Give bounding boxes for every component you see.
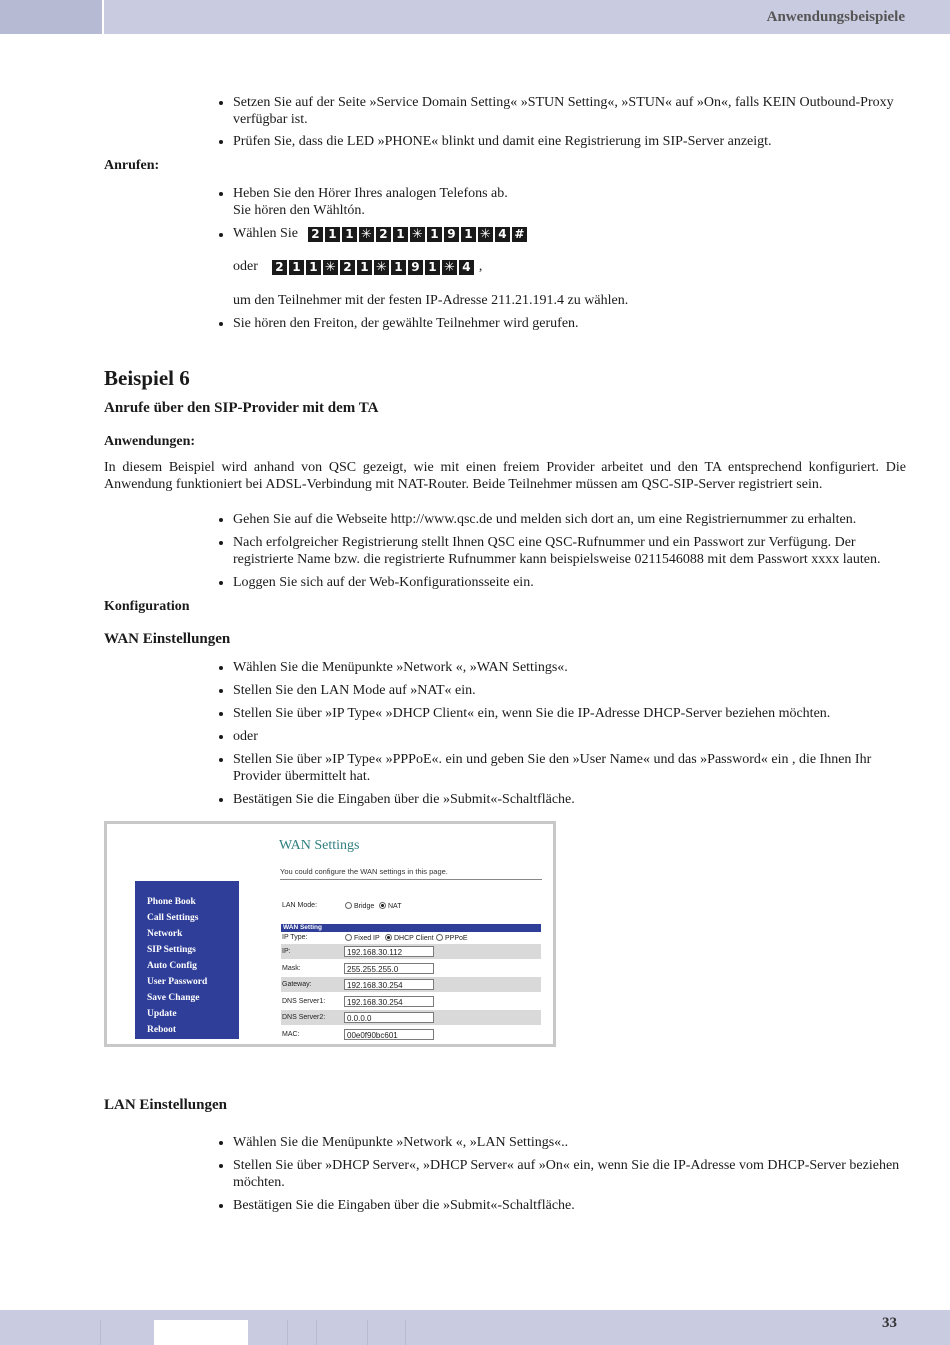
list-item: Heben Sie den Hörer Ihres analogen Telefons ab. [233,186,508,201]
dial-key: 9 [444,227,459,242]
dial-key: ✳ [323,260,338,275]
dial-key: 1 [306,260,321,275]
wan-settings-screenshot [104,821,556,1047]
list-item: Stellen Sie über »IP Type« »DHCP Client« ein, wenn Sie die IP-Adresse DHCP-Server beziehen möchten. [233,706,831,721]
list-item: Sie hören den Freiton, der gewählte Teilnehmer wird gerufen. [233,316,579,331]
menu-item-reboot[interactable]: Reboot [147,1025,177,1035]
ip-field[interactable]: 192.168.30.112 [344,946,434,957]
dns-server1-field[interactable]: 192.168.30.254 [344,996,434,1007]
radio-fixed-ip[interactable]: Fixed IP [345,934,380,942]
field-label-dns1: DNS Server1: [282,998,326,1005]
section-heading: Beispiel 6 [104,366,190,390]
section-label-anrufen: Anrufen: [104,158,160,173]
list-item: Setzen Sie auf der Seite »Service Domain Setting« »STUN Setting«, »STUN« auf »On«, falls KEIN Outbound-Proxy verfügbar ist. [233,94,903,128]
dial-key: 4 [495,227,510,242]
radio-nat[interactable]: NAT [379,902,401,910]
screenshot-sidebar-menu [135,881,239,1039]
menu-item-user-password[interactable]: User Password [147,977,208,987]
field-label-mac: MAC: [282,1031,300,1038]
dial-key: 1 [342,227,357,242]
dial-key: 2 [376,227,391,242]
radio-pppoe[interactable]: PPPoE [436,934,468,942]
menu-item-save-change[interactable]: Save Change [147,993,200,1003]
menu-item-call-settings[interactable]: Call Settings [147,913,199,923]
gateway-field[interactable]: 192.168.30.254 [344,979,434,990]
wan-heading: WAN Einstellungen [104,631,231,647]
dial-key: ✳ [374,260,389,275]
menu-item-network[interactable]: Network [147,929,183,939]
dial-key: 1 [357,260,372,275]
dial-key: 2 [308,227,323,242]
list-item: Stellen Sie den LAN Mode auf »NAT« ein. [233,683,476,698]
list-item: Bestätigen Sie die Eingaben über die »Submit«-Schaltfläche. [233,1198,575,1213]
mask-field[interactable]: 255.255.255.0 [344,963,434,974]
field-label-dns2: DNS Server2: [282,1014,326,1021]
wan-setting-section-bar: WAN Setting [281,924,541,932]
footer-divider [367,1320,368,1345]
menu-item-update[interactable]: Update [147,1009,177,1019]
dial-key: 1 [325,227,340,242]
dial-key: 1 [427,227,442,242]
menu-item-auto-config[interactable]: Auto Config [147,961,197,971]
dial-key: # [512,227,527,242]
footer-divider [405,1320,406,1345]
mac-field[interactable]: 00e0f90bc601 [344,1029,434,1040]
list-item: Stellen Sie über »DHCP Server«, »DHCP Server« auf »On« ein, wenn Sie die IP-Adresse vom DHCP-Server beziehen möchten. [233,1157,905,1191]
radio-dhcp-client[interactable]: DHCP Client [385,934,434,942]
dial-key: 1 [461,227,476,242]
dial-prefix: Wählen Sie [233,226,298,241]
dns-server2-field[interactable]: 0.0.0.0 [344,1012,434,1023]
dial-key: 2 [272,260,287,275]
list-item: Nach erfolgreicher Registrierung stellt Ihnen QSC eine QSC-Rufnummer und ein Passwort zur Verfügung. Der registrierte Name bzw. die registrierte Rufnummer kann beispielsweise 0211546088 mit dem Passwort xxxx lauten. [233,534,905,568]
menu-item-sip-settings[interactable]: SIP Settings [147,945,196,955]
dial-key: 1 [393,227,408,242]
dial-key: 2 [340,260,355,275]
page-number: 33 [882,1315,897,1331]
key-group [308,227,527,242]
header-accent-block [0,0,104,34]
list-item: Stellen Sie über »IP Type« »PPPoE«. ein und geben Sie den »User Name« und das »Password« ein , die Ihnen Ihr Provider übermittelt hat. [233,751,893,785]
footer-accent-block [154,1320,248,1345]
lan-heading: LAN Einstellungen [104,1097,227,1113]
dial-key: 9 [408,260,423,275]
intro-paragraph: In diesem Beispiel wird anhand von QSC gezeigt, wie mit einen freiem Provider arbeitet und den TA entsprechend konfiguriert. Die Anwendung funktioniert bei ADSL-Verbindung mit NAT-Router. Beide Teilnehmer müssen am QSC-SIP-Server registriert sein. [104,460,906,492]
anwendungen-label: Anwendungen: [104,434,196,449]
radio-bridge[interactable]: Bridge [345,902,374,910]
list-item: Gehen Sie auf die Webseite http://www.qsc.de und melden sich dort an, um eine Registriernummer zu erhalten. [233,512,857,527]
dial-sequence-2 [233,259,482,275]
konfiguration-label: Konfiguration [104,599,190,614]
list-item: Prüfen Sie, dass die LED »PHONE« blinkt und damit eine Registrierung im SIP-Server anzeigt. [233,134,772,149]
list-item: oder [233,729,258,744]
dial-key: 1 [391,260,406,275]
divider [280,879,542,880]
dial-suffix: , [478,259,483,274]
footer-divider [316,1320,317,1345]
dial-key: ✳ [410,227,425,242]
dial-key: ✳ [478,227,493,242]
footer-divider [287,1320,288,1345]
footer-bar [0,1310,950,1345]
section-subheading: Anrufe über den SIP-Provider mit dem TA [104,400,379,416]
list-item-continuation: Sie hören den Wähltón. [233,203,365,218]
dial-key: 1 [425,260,440,275]
field-label-gateway: Gateway: [282,981,312,988]
dial-key: 4 [459,260,474,275]
key-group [272,260,474,275]
list-item: Bestätigen Sie die Eingaben über die »Submit«-Schaltfläche. [233,792,575,807]
list-item: Loggen Sie sich auf der Web-Konfigurationsseite ein. [233,575,534,590]
field-label-ip: IP: [282,948,291,955]
list-item: Wählen Sie die Menüpunkte »Network «, »LAN Settings«.. [233,1135,569,1150]
lan-mode-label: LAN Mode: [282,902,318,909]
oder-label: oder [233,259,258,274]
dial-key: 1 [289,260,304,275]
footer-divider [100,1320,101,1345]
dial-key: ✳ [359,227,374,242]
screenshot-title: WAN Settings [279,838,360,853]
ip-type-label: IP Type: [282,934,308,941]
list-item: Wählen Sie die Menüpunkte »Network «, »WAN Settings«. [233,660,568,675]
menu-item-phone-book[interactable]: Phone Book [147,897,196,907]
field-label-mask: Mask: [282,965,301,972]
screenshot-subtitle: You could configure the WAN settings in this page. [280,867,448,876]
running-header-title: Anwendungsbeispiele [766,9,905,25]
dial-key: ✳ [442,260,457,275]
dial-explanation: um den Teilnehmer mit der festen IP-Adresse 211.21.191.4 zu wählen. [233,293,629,308]
dial-sequence-1 [233,226,527,242]
